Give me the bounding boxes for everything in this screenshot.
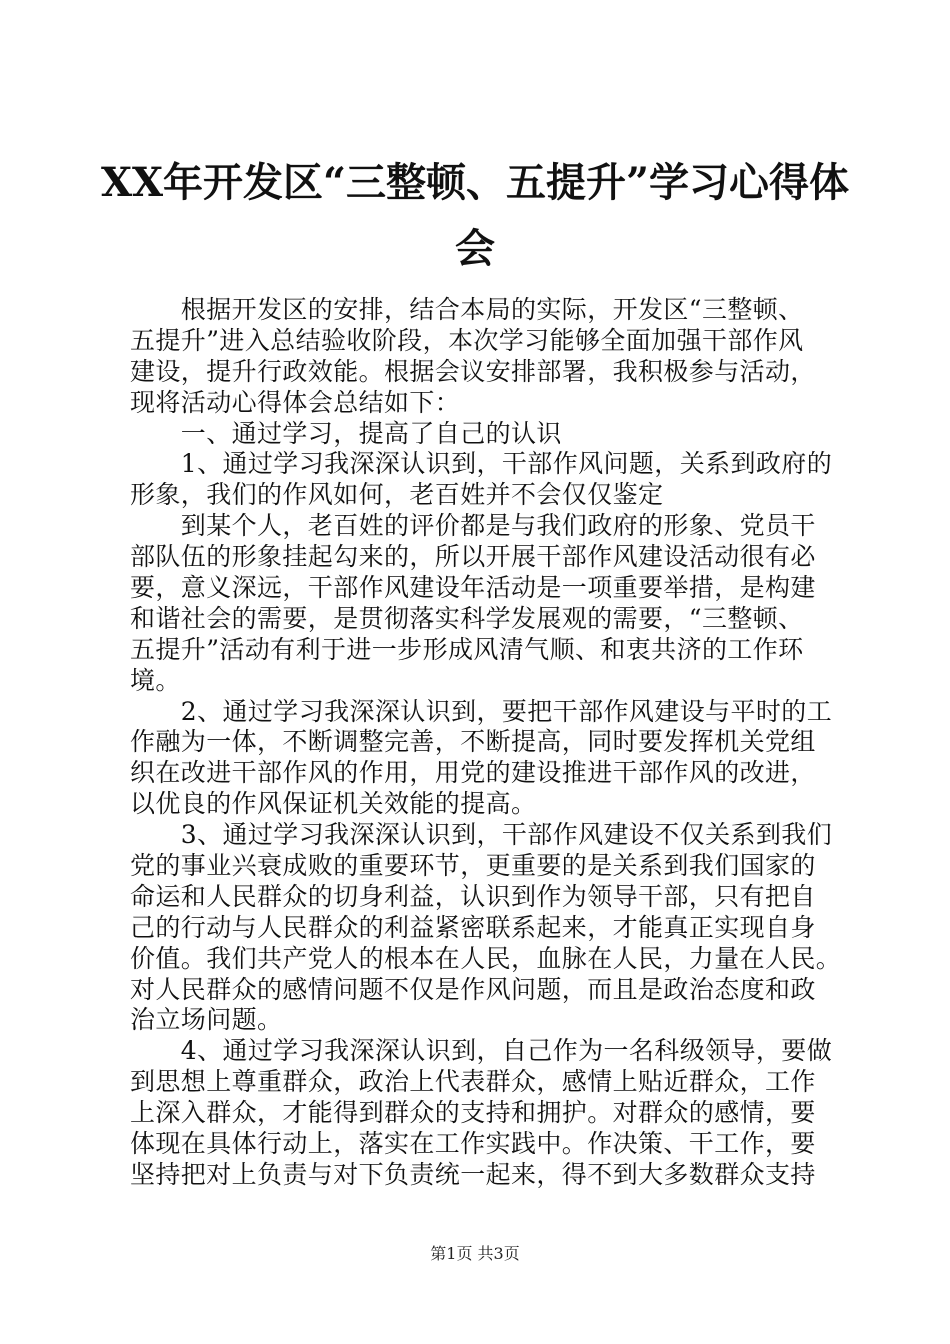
page-footer: 第1页 共3页 (430, 1244, 520, 1263)
document-title (100, 150, 850, 282)
body-line: 2、通过学习我深深认识到，要把干部作风建设与平时的工 (130, 696, 833, 726)
body-line: 3、通过学习我深深认识到，干部作风建设不仅关系到我们 (130, 820, 833, 850)
title-line-2: 会 (455, 225, 495, 272)
body-line: 4、通过学习我深深认识到，自己作为一名科级领导，要做 (130, 1036, 833, 1066)
body-line: 坚持把对上负责与对下负责统一起来，得不到大多数群众支持 (130, 1159, 816, 1189)
body-line: 现将活动心得体会总结如下： (130, 387, 461, 417)
body-line: 对人民群众的感情问题不仅是作风问题，而且是政治态度和政 (130, 974, 816, 1004)
body-line: 部队伍的形象挂起勾来的，所以开展干部作风建设活动很有必 (130, 542, 816, 572)
body-line: 根据开发区的安排，结合本局的实际，开发区“三整顿、 (130, 295, 804, 324)
body-line: 党的事业兴衰成败的重要环节，更重要的是关系到我们国家的 (130, 851, 816, 881)
body-line: 境。 (130, 665, 181, 695)
body-line: 到思想上尊重群众，政治上代表群众，感情上贴近群众，工作 (130, 1067, 816, 1097)
body-line: 建设，提升行政效能。根据会议安排部署，我积极参与活动， (130, 356, 816, 386)
body-line: 价值。我们共产党人的根本在人民，血脉在人民，力量在人民。 (130, 943, 842, 973)
body-line: 五提升”活动有利于进一步形成风清气顺、和衷共济的工作环 (130, 634, 804, 664)
body-line: 己的行动与人民群众的利益紧密联系起来，才能真正实现自身 (130, 912, 816, 942)
body-line: 到某个人，老百姓的评价都是与我们政府的形象、党员干 (130, 511, 816, 541)
body-line: 以优良的作风保证机关效能的提高。 (130, 789, 537, 819)
body-line: 五提升”进入总结验收阶段，本次学习能够全面加强干部作风 (130, 325, 804, 355)
body-line: 作融为一体，不断调整完善，不断提高，同时要发挥机关党组 (130, 727, 816, 757)
document-body (130, 295, 842, 1191)
title-line-1: XX年开发区“三整顿、五提升”学习心得体 (100, 159, 850, 206)
body-line: 上深入群众，才能得到群众的支持和拥护。对群众的感情，要 (130, 1098, 816, 1128)
body-line: 体现在具体行动上，落实在工作实践中。作决策、干工作，要 (130, 1129, 816, 1159)
section-heading: 一、通过学习，提高了自己的认识 (130, 418, 562, 448)
body-line: 1、通过学习我深深认识到，干部作风问题，关系到政府的 (130, 449, 833, 479)
body-line: 命运和人民群众的切身利益，认识到作为领导干部，只有把自 (130, 881, 816, 911)
body-line: 治立场问题。 (130, 1005, 283, 1035)
body-line: 形象，我们的作风如何，老百姓并不会仅仅鉴定 (130, 480, 664, 510)
body-line: 要，意义深远，干部作风建设年活动是一项重要举措，是构建 (130, 573, 816, 603)
body-line: 织在改进干部作风的作用，用党的建设推进干部作风的改进， (130, 758, 816, 788)
body-line: 和谐社会的需要，是贯彻落实科学发展观的需要，“三整顿、 (130, 603, 804, 633)
